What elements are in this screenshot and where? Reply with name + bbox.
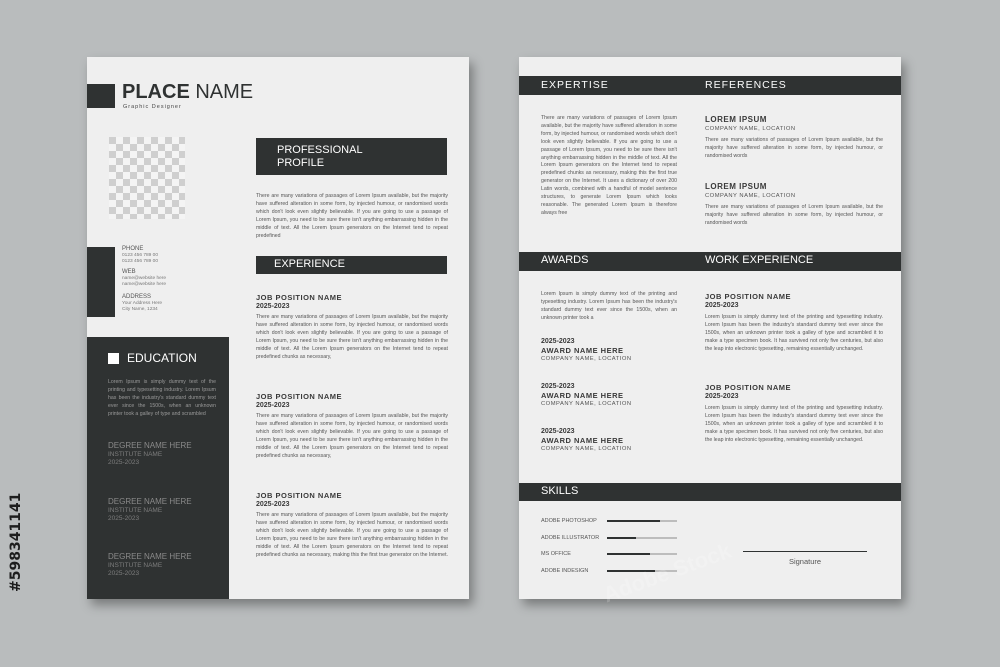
name-light: NAME — [195, 81, 254, 103]
profile-text: There are many variations of passages of Lorem Ipsum available, but the majority have suffered alteration in some form, by injected humour, or randomised words which don't look even slightly believable. If you are going to use a passage of Lorem Ipsum, you need to be sure there isn't anything embarrassing hidden in the middle of text. All the Lorem Ipsum generators on the Internet tend to repeat predefined — [256, 193, 448, 239]
phone-value-1: 0123 456 789 00 — [122, 253, 159, 258]
signature-line — [743, 551, 867, 552]
skill-track — [607, 553, 677, 555]
skill-fill — [607, 553, 650, 555]
education-heading: EDUCATION — [127, 351, 197, 365]
education-text: Lorem Ipsum is simply dummy text of the printing and typesetting industry. Lorem Ipsum has been the industry's standard dummy text ever since the 1500s, when an unknown printer took a galley of type and scrambled — [108, 379, 216, 417]
reference-name: LOREM IPSUM — [705, 115, 767, 124]
award-3 — [541, 428, 632, 453]
phone-value-2: 0123 456 789 00 — [122, 258, 159, 264]
awards-text: Lorem Ipsum is simply dummy text of the printing and typesetting industry. Lorem Ipsum has been the industry's standard dummy text ever since the 1500s, when an unknown printer took a — [541, 291, 677, 321]
skills-list — [541, 517, 681, 583]
skill-fill — [607, 570, 655, 572]
award-1 — [541, 338, 632, 363]
award-years: 2025-2023 — [541, 428, 575, 435]
reference-1 — [705, 115, 883, 161]
profile-heading-line-2: PROFILE — [277, 157, 325, 169]
address-label: ADDRESS — [122, 294, 152, 300]
contact-accent-block — [87, 247, 115, 317]
award-years: 2025-2023 — [541, 338, 575, 345]
job-years: 2025-2023 — [256, 303, 290, 310]
web-value-2: name@website here — [122, 281, 167, 287]
resume-back-page — [519, 57, 901, 599]
award-name: AWARD NAME HERE — [541, 391, 624, 400]
degree-2 — [108, 497, 192, 523]
award-company: COMPANY NAME, LOCATION — [541, 401, 632, 407]
reference-name: LOREM IPSUM — [705, 182, 767, 191]
award-years: 2025-2023 — [541, 383, 575, 390]
education-panel — [87, 337, 229, 599]
name-bold: PLACE — [122, 81, 190, 103]
institute-name: INSTITUTE NAME — [108, 507, 163, 514]
experience-heading: EXPERIENCE — [274, 258, 345, 270]
job-entry-2 — [256, 392, 448, 460]
work-experience-heading: WORK EXPERIENCE — [705, 254, 814, 266]
phone-label: PHONE — [122, 246, 144, 252]
skill-name: ADOBE PHOTOSHOP — [541, 518, 597, 524]
profile-heading-bar — [256, 138, 447, 175]
address-value-2: City Name, 1234 — [122, 306, 158, 312]
job-text: There are many variations of passages of Lorem Ipsum available, but the majority have suffered alteration in some form, by injected humour, or randomised words which don't look even slightly believable. If you are going to use a passage of Lorem Ipsum, you need to be sure there isn't anything embarrassing hidden in the middle of text. All the Lorem Ipsum generators on the Internet tend to repeat predefined chunks as necessary, making this the first true generator on the Internet. — [256, 512, 448, 558]
work-job-title: JOB POSITION NAME — [705, 292, 792, 301]
expertise-text: There are many variations of passages of Lorem Ipsum available, but the majority have suffered alteration in some form, by injected humour, or randomised words which don't look even slightly believable. If you are going to use a passage of Lorem Ipsum, you need to be sure there isn't anything embarrassing hidden in the middle of text. All the Lorem Ipsum generators on the Internet tend to repeat predefined chunks as necessary, making this the first true generator on the Internet. It uses a dictionary of over 200 Latin words, combined with a handful of model sentence structures, to generate Lorem Ipsum which looks reasonable. The generated Lorem Ipsum is therefore always free — [541, 115, 677, 216]
work-job-1 — [705, 292, 883, 354]
stock-id-container — [8, 442, 28, 592]
work-job-years: 2025-2023 — [705, 302, 739, 309]
work-job-text: Lorem Ipsum is simply dummy text of the printing and typesetting industry. Lorem Ipsum has been the industry's standard dummy text ever since the 1500s, when an unknown printer took a galley of type and scrambled it to make a type specimen book. It has survived not only five centuries, but also the leap into electronic typesetting, remaining essentially unchanged. — [705, 405, 883, 443]
degree-years: 2025-2023 — [108, 515, 140, 522]
job-title: JOB POSITION NAME — [256, 491, 343, 500]
job-years: 2025-2023 — [256, 501, 290, 508]
award-company: COMPANY NAME, LOCATION — [541, 446, 632, 452]
address-value-1: Your Address Here — [122, 301, 163, 306]
job-text: There are many variations of passages of Lorem Ipsum available, but the majority have suffered alteration in some form, by injected humour, or randomised words which don't look even slightly believable. If you are going to use a passage of Lorem Ipsum, you need to be sure there isn't anything embarrassing hidden in the middle of text. All the Lorem Ipsum generators on the Internet tend to repeat predefined chunks as necessary, — [256, 413, 448, 459]
skill-fill — [607, 537, 636, 539]
header-accent-block — [87, 84, 115, 108]
institute-name: INSTITUTE NAME — [108, 451, 163, 458]
work-job-years: 2025-2023 — [705, 393, 739, 400]
web-label: WEB — [122, 269, 136, 275]
profile-photo-placeholder — [109, 137, 185, 219]
degree-name: DEGREE NAME HERE — [108, 441, 192, 450]
reference-company: COMPANY NAME, LOCATION — [705, 126, 796, 132]
references-heading: REFERENCES — [705, 79, 787, 91]
job-text: There are many variations of passages of Lorem Ipsum available, but the majority have suffered alteration in some form, by injected humour, or randomised words which don't look even slightly believable. If you are going to use a passage of Lorem Ipsum, you need to be sure there isn't anything embarrassing hidden in the middle of text. All the Lorem Ipsum generators on the Internet tend to repeat predefined chunks as necessary, — [256, 314, 448, 360]
degree-name: DEGREE NAME HERE — [108, 497, 192, 506]
reference-company: COMPANY NAME, LOCATION — [705, 193, 796, 199]
skills-heading: SKILLS — [541, 485, 579, 497]
skill-name: ADOBE ILLUSTRATOR — [541, 534, 600, 541]
skill-row — [541, 534, 681, 551]
award-company: COMPANY NAME, LOCATION — [541, 356, 632, 362]
candidate-name — [122, 81, 253, 103]
experience-heading-bar — [256, 256, 447, 274]
skill-fill — [607, 520, 660, 522]
skill-row — [541, 567, 681, 584]
work-job-title: JOB POSITION NAME — [705, 383, 792, 392]
contact-block — [122, 245, 232, 312]
job-entry-1 — [256, 293, 448, 361]
reference-text: There are many variations of passages of Lorem Ipsum available, but the majority have suffered alteration in some form, by injected humour, or randomised words — [705, 137, 883, 159]
expertise-references-bar — [519, 76, 901, 95]
skill-track — [607, 570, 677, 572]
degree-years: 2025-2023 — [108, 459, 140, 466]
skill-name: MS OFFICE — [541, 551, 571, 557]
degree-3 — [108, 552, 192, 578]
skill-name: ADOBE INDESIGN — [541, 567, 589, 574]
awards-heading: AWARDS — [541, 254, 589, 266]
resume-front-page — [87, 57, 469, 599]
degree-1 — [108, 441, 192, 467]
work-job-2 — [705, 383, 883, 445]
awards-work-bar — [519, 252, 901, 271]
signature-label: Signature — [788, 557, 822, 566]
education-square-icon — [108, 353, 119, 364]
skill-track — [607, 520, 677, 522]
job-title: JOB POSITION NAME — [256, 392, 343, 401]
reference-text: There are many variations of passages of Lorem Ipsum available, but the majority have suffered alteration in some form, by injected humour, or randomised words — [705, 204, 883, 226]
award-name: AWARD NAME HERE — [541, 436, 624, 445]
reference-2 — [705, 182, 883, 228]
skill-row — [541, 550, 681, 567]
stock-id-text: #598341141 — [8, 492, 24, 592]
degree-years: 2025-2023 — [108, 570, 140, 577]
skill-row — [541, 517, 681, 534]
degree-name: DEGREE NAME HERE — [108, 552, 192, 561]
profile-heading — [277, 144, 363, 170]
job-years: 2025-2023 — [256, 402, 290, 409]
work-job-text: Lorem Ipsum is simply dummy text of the printing and typesetting industry. Lorem Ipsum has been the industry's standard dummy text ever since the 1500s, when an unknown printer took a galley of type and scrambled it to make a type specimen book. It has survived not only five centuries, but also the leap into electronic typesetting, remaining essentially unchanged. — [705, 314, 883, 352]
profile-heading-line-1: PROFESSIONAL — [277, 144, 363, 156]
skills-bar — [519, 483, 901, 501]
job-entry-3 — [256, 491, 448, 559]
job-title: JOB POSITION NAME — [256, 293, 343, 302]
expertise-heading: EXPERTISE — [541, 79, 609, 91]
skill-track — [607, 537, 677, 539]
job-title: Graphic Designer — [123, 104, 182, 110]
institute-name: INSTITUTE NAME — [108, 562, 163, 569]
award-2 — [541, 383, 632, 408]
award-name: AWARD NAME HERE — [541, 346, 624, 355]
web-value-1: name@website here — [122, 276, 167, 281]
